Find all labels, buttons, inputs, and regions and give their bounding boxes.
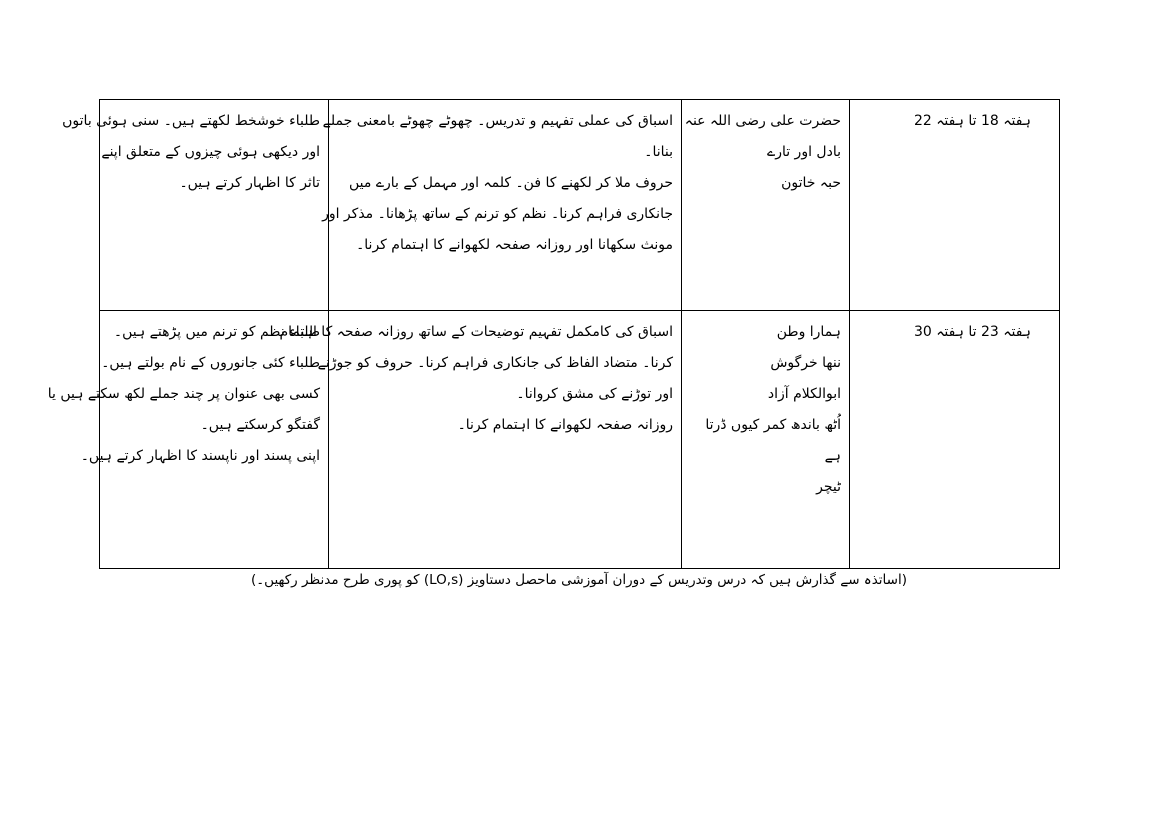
lesson-item: حضرت علی رضی اللہ عنہ [684, 113, 841, 129]
lesson-item: ہے [824, 448, 841, 464]
lessons-cell [682, 311, 850, 569]
week-label: ہفتہ 18 تا ہفتہ 22 [913, 113, 1031, 129]
lesson-item: ہمارا وطن [776, 324, 841, 340]
lesson-item: بادل اور تارے [766, 144, 841, 160]
lesson-item: ننھا خرگوش [770, 355, 841, 371]
week-cell [850, 311, 1060, 569]
outcomes-cell [47, 311, 329, 569]
footer-note: (اساتذہ سے گذارش ہیں کہ درس وتدریس کے دوران آموزشی ماحصل دستاویز (LO,s) کو پوری طرح مدنظر رکھیں۔) [250, 572, 907, 588]
method-line: جانکاری فراہم کرنا۔ نظم کو ترنم کے ساتھ پڑھانا۔ مذکر اور [322, 206, 673, 222]
outcomes-cell [62, 100, 329, 311]
method-cell [322, 100, 682, 311]
outcome-line: اپنی پسند اور ناپسند کا اظہار کرتے ہیں۔ [80, 448, 320, 464]
outcome-line: طلباء نظم کو ترنم میں پڑھتے ہیں۔ [113, 324, 320, 340]
lessons-cell [682, 100, 850, 311]
curriculum-table [47, 99, 1060, 569]
lesson-item: اُٹھ باندھ کمر کیوں ڈرتا [705, 417, 841, 433]
lesson-item: حبہ خاتون [781, 175, 841, 191]
table-row [100, 100, 1060, 311]
curriculum-table-container [47, 99, 1059, 569]
method-line: کرنا۔ متضاد الفاظ کی جانکاری فراہم کرنا۔ حروف کو جوڑنے [317, 355, 673, 371]
outcome-line: گفتگو کرسکتے ہیں۔ [200, 417, 320, 433]
method-line: اور توڑنے کی مشق کروانا۔ [516, 386, 673, 402]
method-line: اسباق کی عملی تفہیم و تدریس۔ چھوٹے چھوٹے بامعنی جملے [322, 113, 673, 129]
method-line: روزانہ صفحہ لکھوانے کا اہتمام کرنا۔ [457, 417, 673, 433]
lesson-item: ٹیچر [816, 479, 841, 495]
method-line: مونث سکھانا اور روزانہ صفحہ لکھوانے کا اہتمام کرنا۔ [356, 237, 673, 253]
outcome-line: طلباء کئی جانوروں کے نام بولتے ہیں۔ [101, 355, 320, 371]
week-cell [850, 100, 1060, 311]
method-line: اسباق کی کامکمل تفہیم توضیحات کے ساتھ روزانہ صفحہ کا اہتمام [279, 324, 673, 340]
week-label: ہفتہ 23 تا ہفتہ 30 [913, 324, 1031, 340]
method-line: حروف ملا کر لکھنے کا فن۔ کلمہ اور مہمل کے بارے میں [349, 175, 673, 191]
outcome-line: کسی بھی عنوان پر چند جملے لکھ سکتے ہیں یا [47, 386, 320, 402]
outcome-line: اور دیکھی ہوئی چیزوں کے متعلق اپنے [101, 144, 320, 160]
outcome-line: تاثر کا اظہار کرتے ہیں۔ [179, 175, 320, 191]
method-line: بنانا۔ [644, 144, 673, 160]
table-row [100, 311, 1060, 569]
lesson-item: ابوالکلام آزاد [767, 386, 841, 402]
outcome-line: طلباء خوشخط لکھتے ہیں۔ سنی ہوئی باتوں [62, 113, 320, 129]
method-cell [279, 311, 682, 569]
